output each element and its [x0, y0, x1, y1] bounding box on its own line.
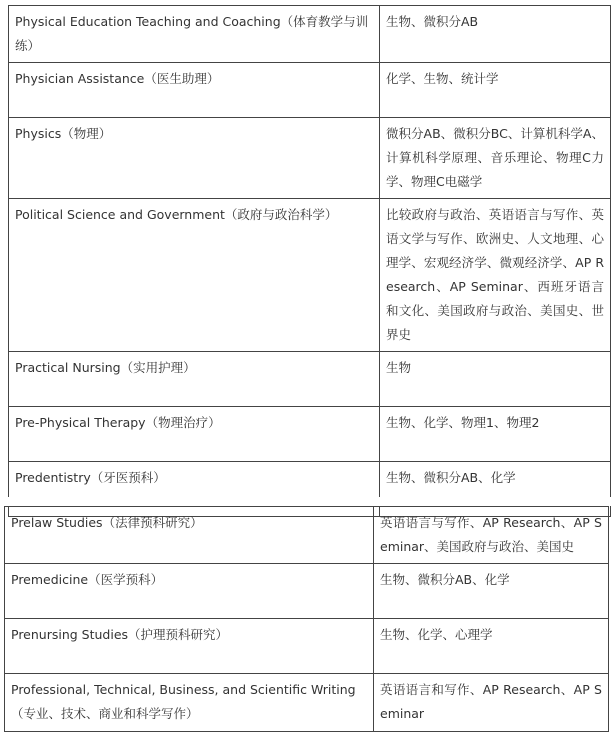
major-name: Prelaw Studies（法律预科研究） [5, 507, 374, 564]
major-name: Premedicine（医学预科） [5, 564, 374, 619]
major-name: Physical Education Teaching and Coaching（体育教学与训练） [9, 6, 380, 63]
recommended-courses: 英语语言与写作、AP Research、AP Seminar、美国政府与政治、美国史 [374, 507, 609, 564]
major-name: Physician Assistance（医生助理） [9, 63, 380, 118]
major-name: Practical Nursing（实用护理） [9, 352, 380, 407]
recommended-courses: 英语语言和写作、AP Research、AP Seminar [374, 674, 609, 732]
table-row [5, 507, 609, 564]
table-row [9, 407, 611, 462]
table-row [9, 118, 611, 199]
table-row [5, 674, 609, 732]
major-name: Physics（物理） [9, 118, 380, 199]
recommended-courses: 生物、微积分AB、化学 [380, 462, 611, 517]
major-name: Political Science and Government（政府与政治科学） [9, 199, 380, 352]
majors-table-bottom [4, 506, 609, 732]
major-name: Professional, Technical, Business, and Scientific Writing（专业、技术、商业和科学写作） [5, 674, 374, 732]
table-break [0, 497, 615, 506]
table-row [9, 63, 611, 118]
major-name: Pre-Physical Therapy（物理治疗） [9, 407, 380, 462]
recommended-courses: 化学、生物、统计学 [380, 63, 611, 118]
table-row [9, 352, 611, 407]
major-name: Predentistry（牙医预科） [9, 462, 380, 517]
recommended-courses: 微积分AB、微积分BC、计算机科学A、计算机科学原理、音乐理论、物理C力学、物理C电磁学 [380, 118, 611, 199]
table-row [9, 6, 611, 63]
recommended-courses: 生物、微积分AB、化学 [374, 564, 609, 619]
recommended-courses: 生物 [380, 352, 611, 407]
table-row [5, 619, 609, 674]
table-row [9, 199, 611, 352]
recommended-courses: 生物、化学、心理学 [374, 619, 609, 674]
recommended-courses: 比较政府与政治、英语语言与写作、英语文学与写作、欧洲史、人文地理、心理学、宏观经济学、微观经济学、AP Research、AP Seminar、西班牙语言和文化、美国政府与政治、美国史、世界史 [380, 199, 611, 352]
major-name: Prenursing Studies（护理预科研究） [5, 619, 374, 674]
majors-table-top [8, 5, 611, 517]
recommended-courses: 生物、化学、物理1、物理2 [380, 407, 611, 462]
recommended-courses: 生物、微积分AB [380, 6, 611, 63]
table-row [5, 564, 609, 619]
